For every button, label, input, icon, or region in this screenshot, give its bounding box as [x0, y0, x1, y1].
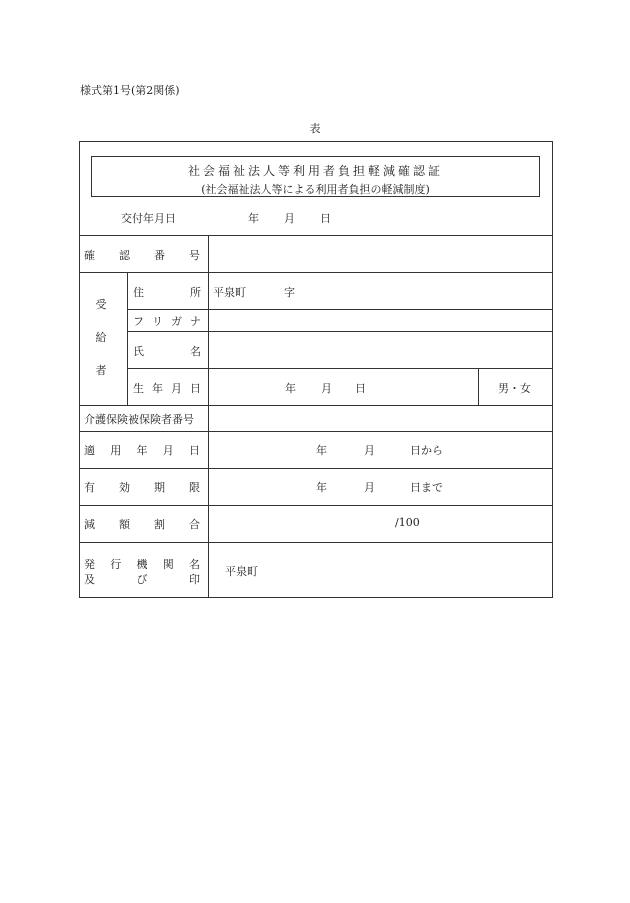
issuer-label-line1: 発 行 機 関 名: [84, 558, 200, 571]
row-divider: [127, 368, 552, 369]
birth-date-label: 生 年 月 日: [133, 382, 201, 395]
valid-until-label: 有 効 期 限: [84, 481, 200, 494]
row-divider: [80, 468, 552, 469]
gender-choice: 男・女: [498, 382, 531, 395]
issuer-label-line2: 及 び 印: [84, 573, 200, 586]
insured-number-label: 介護保険被保険者番号: [84, 413, 194, 426]
issuer-name: 平泉町: [225, 565, 258, 578]
issue-year: 年: [248, 212, 259, 225]
row-divider: [80, 505, 552, 506]
issue-day: 日: [320, 212, 331, 225]
column-divider: [208, 235, 209, 597]
row-divider: [80, 431, 552, 432]
furigana-label: フ リ ガ ナ: [133, 315, 201, 328]
apply-year: 年: [316, 444, 327, 457]
address-aza: 字: [284, 286, 295, 299]
certificate-subtitle: (社会福祉法人等による利用者負担の軽減制度): [201, 183, 430, 196]
form-number: 様式第1号(第2関係): [80, 84, 180, 97]
issue-date-label: 交付年月日: [121, 212, 176, 225]
valid-year: 年: [316, 481, 327, 494]
title-box: [91, 156, 540, 197]
column-divider: [478, 368, 479, 405]
certificate-title: 社会福祉法人等利用者負担軽減確認証: [187, 164, 443, 178]
issue-month: 月: [284, 212, 295, 225]
apply-day: 日から: [410, 444, 443, 457]
row-divider: [80, 405, 552, 406]
reduction-rate-label: 減 額 割 合: [84, 518, 200, 531]
row-divider: [80, 542, 552, 543]
row-divider: [80, 235, 552, 236]
birth-month: 月: [321, 382, 332, 395]
apply-date-label: 適 用 年 月 日: [84, 444, 200, 457]
recipient-group-label: 受 給 者: [95, 298, 107, 377]
row-divider: [127, 331, 552, 332]
row-divider: [127, 309, 552, 310]
birth-day: 日: [355, 382, 366, 395]
reduction-rate-value: /100: [395, 516, 420, 529]
column-divider: [127, 272, 128, 405]
row-divider: [80, 272, 552, 273]
address-label: 住 所: [133, 286, 201, 299]
side-label: 表: [309, 122, 321, 135]
confirmation-number-label: 確 認 番 号: [84, 249, 200, 262]
name-label: 氏 名: [133, 345, 201, 358]
apply-month: 月: [364, 444, 375, 457]
valid-month: 月: [364, 481, 375, 494]
address-town: 平泉町: [213, 286, 246, 299]
valid-day: 日まで: [410, 481, 443, 494]
birth-year: 年: [285, 382, 296, 395]
